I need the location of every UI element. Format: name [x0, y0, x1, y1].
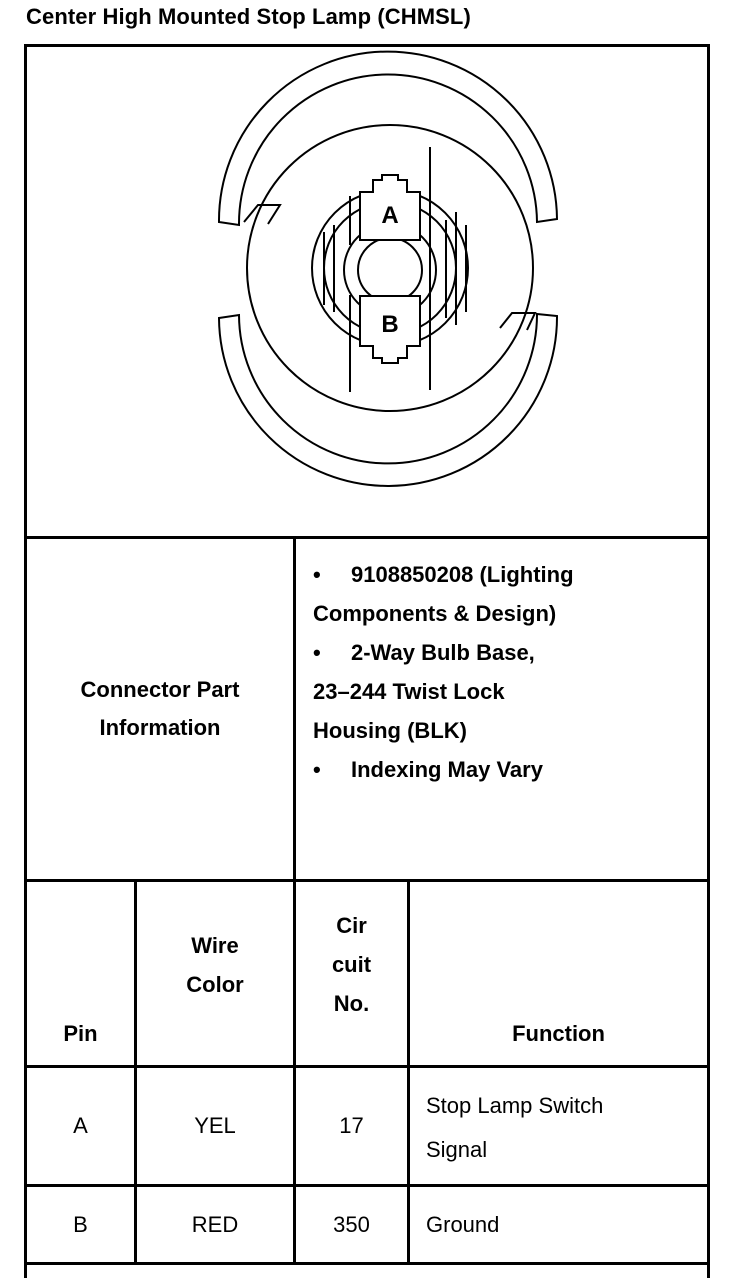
row-a-pin: A	[73, 1113, 88, 1138]
row-b-wire-color: RED	[191, 1211, 239, 1237]
part-info-item-cont: 23–244 Twist Lock	[313, 679, 505, 704]
header-pin: Pin	[63, 1021, 98, 1046]
part-info-list	[313, 555, 703, 789]
part-info-item-cont: Components & Design)	[313, 601, 557, 626]
page-title: Center High Mounted Stop Lamp (CHMSL)	[26, 4, 471, 29]
row-a-function: Stop Lamp Switch Signal	[426, 1093, 604, 1162]
divider-part-info-col	[293, 539, 296, 879]
header-circuit-no: Cir cuit No.	[331, 913, 372, 1016]
pin-a-label: A	[381, 202, 399, 229]
part-info-item-cont: Housing (BLK)	[313, 718, 467, 743]
part-info-label	[27, 539, 293, 879]
part-info-item: • Indexing May Vary	[313, 757, 543, 782]
row-a-circuit: 17	[339, 1113, 364, 1138]
row-a-wire-color: YEL	[194, 1113, 236, 1138]
notch-left	[244, 205, 280, 224]
part-info-label-line1: Connector Part	[80, 677, 240, 702]
header-wire-color: Wire Color	[186, 932, 244, 997]
connector-face-diagram	[27, 47, 707, 536]
header-function: Function	[512, 1021, 605, 1046]
row-b-pin: B	[73, 1211, 88, 1237]
inner-circle	[247, 125, 533, 411]
part-info-item: • 9108850208 (Lighting	[313, 562, 574, 587]
part-info-item: • 2-Way Bulb Base,	[313, 640, 535, 665]
notch-right	[500, 313, 535, 330]
pin-b-label: B	[381, 311, 399, 338]
part-info-label-line2: Information	[99, 715, 221, 740]
divider-row-b	[24, 1262, 710, 1265]
row-b-function: Ground	[426, 1211, 500, 1237]
row-b-circuit: 350	[333, 1211, 370, 1237]
